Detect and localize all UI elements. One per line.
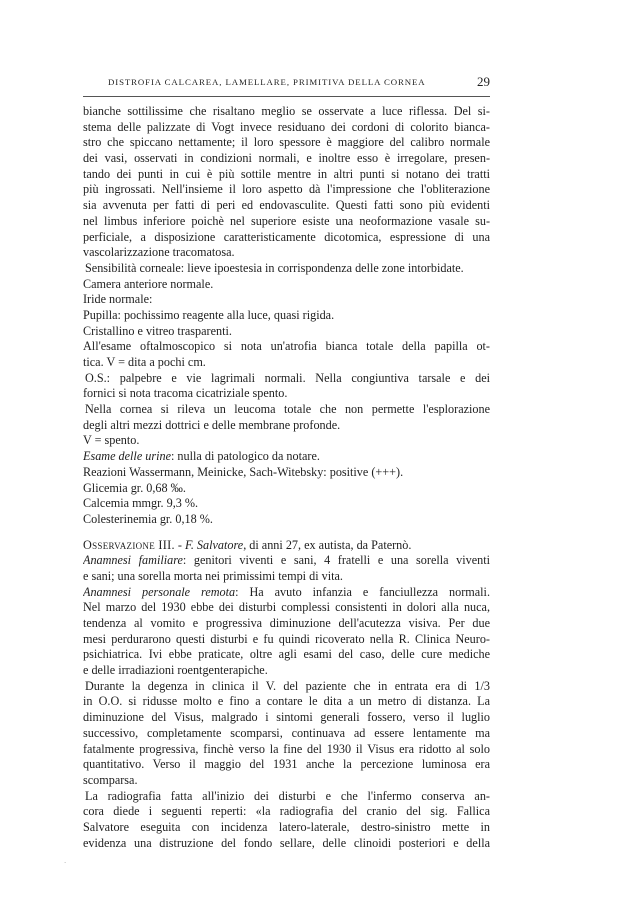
family-history-text: : genitori viventi e sani, 4 fratelli e una sorella viventi bbox=[182, 553, 490, 568]
family-history-label: Anamnesi familiare bbox=[83, 553, 183, 568]
text-line bbox=[83, 553, 490, 569]
text-line: Colesterinemia gr. 0,18 %. bbox=[83, 511, 213, 526]
body-text bbox=[83, 104, 490, 851]
text-line: e delle irradiazioni roentgenterapiche. bbox=[83, 663, 268, 678]
text-line: quantitativo. Verso il maggio del 1931 anche la percezione luminosa era bbox=[83, 757, 490, 772]
text-line: La radiografia fatta all'inizio dei disturbi e che l'infermo conserva an- bbox=[85, 788, 490, 803]
text-line: più ingrossati. Nell'insieme il loro aspetto dà l'impressione che l'obliterazione bbox=[83, 182, 490, 197]
text-line: Sensibilità corneale: lieve ipoestesia in corrispondenza delle zone intorbidate. bbox=[85, 260, 464, 275]
running-header bbox=[108, 74, 490, 90]
case-separator: - bbox=[174, 537, 185, 552]
header-rule bbox=[83, 96, 490, 97]
text-line: Camera anteriore normale. bbox=[83, 276, 214, 291]
text-line: dei vasi, osservati in condizioni normali, e inoltre esso è irregolare, presen- bbox=[83, 151, 490, 166]
text-line: e sani; una sorella morta nei primissimi tempi di vita. bbox=[83, 568, 343, 583]
section-gap bbox=[83, 528, 490, 538]
urine-exam-result: : nulla di patologico da notare. bbox=[171, 449, 320, 464]
case-label: Osservazione III. bbox=[83, 537, 175, 552]
personal-history-text: : Ha avuto infanzia e fanciullezza normali. bbox=[235, 584, 490, 599]
text-line: degli altri mezzi dottrici e delle membrane profonde. bbox=[83, 417, 341, 432]
page-number: 29 bbox=[477, 74, 490, 89]
text-line: successivo, completamente scomparsi, continuava ad essere lentamente ma bbox=[83, 725, 490, 740]
text-line: fatalmente progressiva, finchè verso la fine del 1930 il Visus era ridotto al solo bbox=[83, 741, 490, 756]
text-line: perficiale, a disposizione caratteristicamente dicotomica, espressione di una bbox=[83, 229, 490, 244]
text-line: Calcemia mmgr. 9,3 %. bbox=[83, 496, 199, 511]
text-line: Iride normale: bbox=[83, 292, 153, 307]
patient-name: F. Salvatore bbox=[184, 537, 244, 552]
text-line: vascolarizzazione tracomatosa. bbox=[83, 245, 235, 260]
text-line bbox=[83, 449, 490, 465]
text-line: tica. V = dita a pochi cm. bbox=[83, 355, 206, 369]
patient-info: , di anni 27, ex autista, da Paternò. bbox=[243, 537, 412, 552]
text-line: tendenza al vomito e progressiva diminuzione dell'acutezza visiva. Per due bbox=[83, 616, 490, 630]
text-line: stema delle palizzate di Vogt invece residuano dei cordoni di colorito bianca- bbox=[83, 119, 490, 134]
text-line: bianche sottilissime che risaltano meglio se osservate a luce riflessa. Del si- bbox=[83, 104, 490, 118]
text-line: in O.O. si ridusse molto e fino a contare le dita a un metro di distanza. La bbox=[83, 694, 490, 709]
running-title: DISTROFIA CALCAREA, LAMELLARE, PRIMITIVA DELLA CORNEA bbox=[108, 77, 426, 87]
text-line bbox=[83, 585, 490, 601]
personal-history-label: Anamnesi personale remota bbox=[83, 584, 236, 599]
text-line: Salvatore eseguita con incidenza latero-laterale, destro-sinistro mette in bbox=[83, 819, 490, 834]
text-line: Reazioni Wassermann, Meinicke, Sach-Witebsky: positive (+++). bbox=[83, 464, 404, 479]
text-line: O.S.: palpebre e vie lagrimali normali. Nella congiuntiva tarsale e dei bbox=[85, 370, 490, 385]
text-line: Glicemia gr. 0,68 ‰. bbox=[83, 480, 186, 495]
text-line: All'esame oftalmoscopico si nota un'atrofia bianca totale della papilla ot- bbox=[83, 339, 490, 354]
text-line: scomparsa. bbox=[83, 772, 138, 787]
text-line: Nel marzo del 1930 ebbe dei disturbi complessi consistenti in dolori alla nuca, bbox=[83, 600, 490, 615]
text-line: Pupilla: pochissimo reagente alla luce, quasi rigida. bbox=[83, 307, 335, 322]
text-line: Durante la degenza in clinica il V. del paziente che in entrata era di 1/3 bbox=[85, 678, 490, 693]
case-heading bbox=[83, 538, 490, 554]
text-line: stro che spiccano nettamente; il loro spessore è maggiore del calibro normale bbox=[83, 135, 490, 150]
text-line: cora diede i seguenti reperti: «la radiografia del cranio del sig. Fallica bbox=[83, 804, 490, 819]
scan-speck: . bbox=[64, 857, 67, 865]
text-line: mesi perdurarono questi disturbi e fu quindi ricoverato nella R. Clinica Neuro- bbox=[83, 631, 490, 646]
text-line: diminuzione del Visus, malgrado i sintomi generali fossero, verso il luglio bbox=[83, 710, 490, 725]
text-line: nel limbus inferiore poichè nel superiore esiste una neoformazione vasale su- bbox=[83, 213, 490, 228]
text-line: Nella cornea si rileva un leucoma totale che non permette l'esplorazione bbox=[85, 402, 490, 417]
text-line: tando dei punti in cui è più sottile mentre in altri punti si notano dei tratti bbox=[83, 166, 490, 181]
text-line: V = spento. bbox=[83, 433, 140, 448]
urine-exam-label: Esame delle urine bbox=[83, 449, 171, 464]
text-line: evidenza una distruzione del fondo sellare, delle clinoidi posteriori e della bbox=[83, 835, 490, 850]
text-line: Cristallino e vitreo trasparenti. bbox=[83, 323, 232, 338]
text-line: psichiatrica. Ivi ebbe praticate, oltre agli esami del caso, delle cure mediche bbox=[83, 647, 490, 662]
text-line: sia avvenuta per fatti di peri ed endovasculite. Questi fatti sono più evidenti bbox=[83, 198, 490, 213]
text-line: fornici si nota tracoma cicatriziale spento. bbox=[83, 386, 288, 401]
